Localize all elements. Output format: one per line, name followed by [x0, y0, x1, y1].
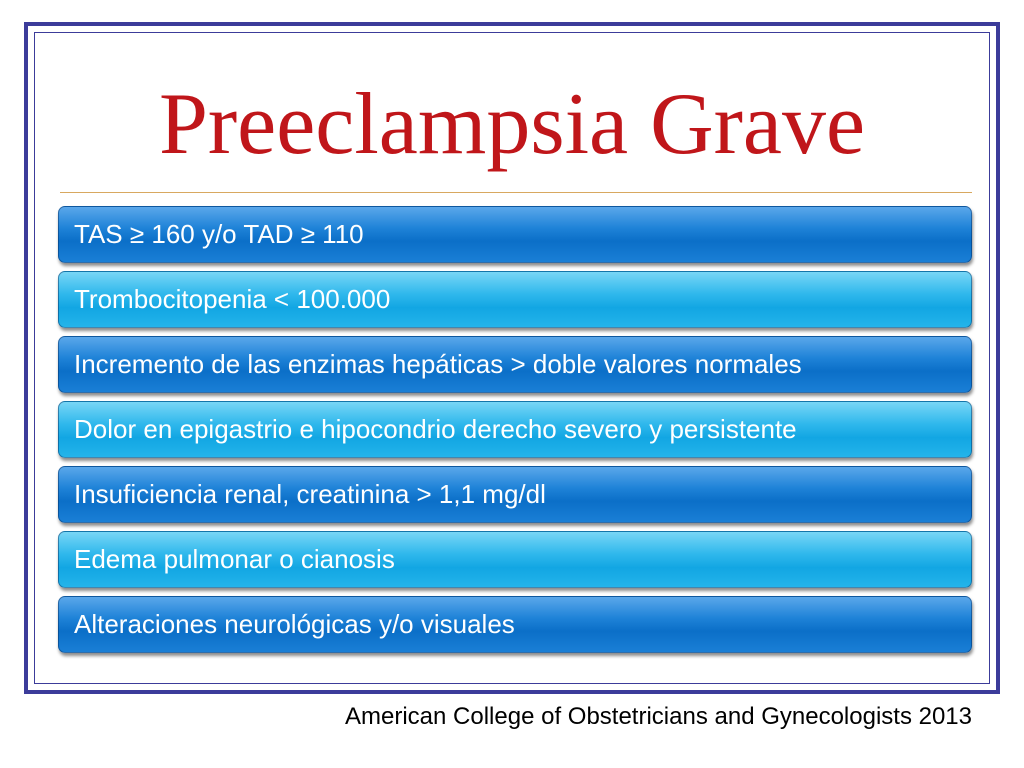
- source-citation: American College of Obstetricians and Gynecologists 2013: [345, 703, 972, 730]
- slide-title: Preeclampsia Grave: [158, 76, 866, 173]
- criteria-item: Trombocitopenia < 100.000: [58, 271, 972, 328]
- criteria-item: Edema pulmonar o cianosis: [58, 531, 972, 588]
- title-divider: [60, 192, 972, 193]
- criteria-item: TAS ≥ 160 y/o TAD ≥ 110: [58, 206, 972, 263]
- criteria-item: Incremento de las enzimas hepáticas > doble valores normales: [58, 336, 972, 393]
- criteria-item: Insuficiencia renal, creatinina > 1,1 mg/dl: [58, 466, 972, 523]
- criteria-item: Alteraciones neurológicas y/o visuales: [58, 596, 972, 653]
- criteria-item: Dolor en epigastrio e hipocondrio derecho severo y persistente: [58, 401, 972, 458]
- criteria-list: [58, 206, 972, 661]
